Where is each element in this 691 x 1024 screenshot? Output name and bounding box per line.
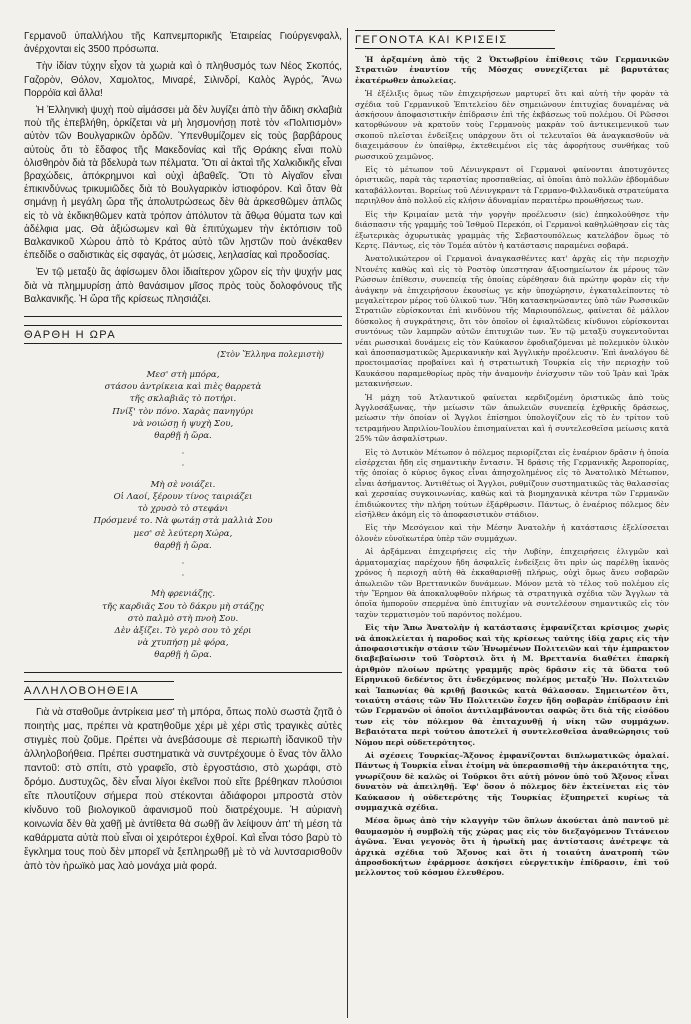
right-column — [355, 30, 669, 882]
poem-line: τῆς σκλαβιᾶς τὸ ποτήρι. — [129, 394, 237, 405]
column-rule — [347, 28, 348, 1018]
poem-dedication: (Στὸν Ἕλληνα πολεμιστὴ) — [216, 350, 324, 360]
intro-paragraph: Τὴν ἰδίαν τύχην εἶχον τὰ χωριὰ καὶ ὁ πληθυσμός των Νέος Σκοπός, Γαζορὸν, Θόλον, Χαμολτος, Μιναρέ, Σιλινδρί, Καλὸς Ἀγρός, Ἄνω Πορρόϊα καὶ ἄλλα! — [24, 61, 342, 99]
news-paragraph: Εἰς τὸ μέτωπον τοῦ Λένινγκραντ οἱ Γερμανοὶ φαίνονται ἀποτυχόντες ὁριστικῶς, παρὰ τὰς τεραστίας προσπαθείας, αἱ ὁποῖαι ἀπὸ πολλῶν ἑβδομάδων καταβάλλονται. Βορείως τοῦ Λένινγκραντ τὰ Γερμανο-Φιλλανδικὰ στρατεύματα περιηλθον ἀπὸ πολλοῦ εἰς κλήσιν ἀδυναμίαν περαιτέρω προωθήσεως των. — [355, 165, 669, 206]
news-paragraph: Εἰς τὴν Ἄπω Ἀνατολὴν ἡ κατάστασις ἐμφανίζεται κρίσιμος χωρὶς νὰ ἀποκλείεται ἡ παροδος καὶ τὴς κρίσεως ταύτης ἰδίᾳ χαρις εἰς τὴν ἀποφασιστικὴν στάσιν τῶν Ἡνωμένων Πολιτειῶν καὶ τὴν ἐμπρακτον διαβεβαίωσιν τοῦ Τσὸρτσιλ ὅτι ἡ Μ. Βρεττανία διαθέτει ἐπαρκὴ ἀριθμὸν πλοίων πρώτης γραμμῆς πρὸς δρᾶσιν εἰς τὰ ὕδατα τοῦ Εἰρηνικοῦ δεδέντος ὅτι ἐνδεχόμενος πολέμος μεταξὺ Ἡν. Πολιτειῶν καὶ Ἰαπωνίας θὰ κριθῇ βασικῶς κατὰ θάλασσαν. Σημειωτέον ὅτι, τοιαύτη στάσις τῶν Ἡν Πολιτειῶν ἔσχεν ἤδη σοβαρὰν ἐπίδρασιν ἐπὶ τῶν Γερμανῶν οἱ ὁποῖοι ἀντιλαμβάνονται σαφῶς ὅτι διὰ τῆς εἰσόδου των εἰς τὸν πόλεμον θὰ ἐπιταχυνθῇ ἡ νίκη τῶν συμμάχων. Βεβαιότατα περὶ τούτου ἀποτελεῖ ἡ συντελεσθεῖσα ἀναθεώρησις τοῦ Νόμου περὶ οὐδετερότητος. — [355, 623, 669, 747]
poem-line: Μὴ φρενιάζῃς. — [150, 589, 216, 600]
poem-line: Πρόσμενέ το. Νὰ φωτάῃ στὰ μαλλιὰ Σου — [93, 516, 273, 527]
poem-line: Οἱ Λαοί, ξέρουν τίνος ταιριάζει — [113, 491, 253, 502]
poem-line: θαρθῇ ἡ ὥρα. — [154, 540, 212, 551]
poem-line: θαρθῇ ἡ ὥρα. — [154, 431, 212, 442]
poem-line: Μεσ' στὴ μπόρα, — [146, 370, 220, 381]
news-paragraph: Ἡ ἐξέλιξις ὅμως τῶν ἐπιχειρήσεων μαρτυρεῖ ὅτι καὶ αὐτὴ τὴν φορὰν τὰ σχέδια τοῦ Γερμανικοῦ Ἐπιτελείου δὲν σημειώνουν ἐπιτυχίας δυναμένας νὰ ἀσκήσουν ἀποφασιστικὴν ἐπίδρασιν ἐπὶ τῆς ἐκβάσεως τοῦ πολέμου. Οἱ Ρῶσσοι κατορθώνουν νὰ κρατοῦν τοὺς Γερμανοὺς μακρὰν τοῦ ἀντικειμενικοῦ των σκοποῦ πλεῖσται ἐνδείξεις υπάρχουν ὅτι οἱ τελευταῖοι θὰ ἀναγκασθοῦν νὰ διαχειμάσουν ἐν ὑπαίθρῳ, ἐκτεθειμένοι εἰς τὰς ἀφορήτους συνθήκας τοῦ ρωσσικοῦ χειμῶνος. — [355, 89, 669, 161]
news-paragraph: Μέσα ὅμως ἀπὸ τὴν κλαγγὴν τῶν ὅπλων ἀκούεται ἀπὸ παντοῦ μὲ θαυμασμὸν ἡ συμβολὴ τῆς χώρας μας εἰς τὸν διεξαγόμενον Τιτάνειον ἀγῶνα. Ἐναι γεγονὸς ὅτι ἡ ἡρωϊκὴ μας ἀντίστασις ἀνέτρεψε τὰ ἀρχικὰ σχέδια τοῦ Ἄξονος καὶ ὅτι ἡ τοιαύτη ἀνατροπὴ τῶν ἀπροσδοκήτων ἐφάρμοσε ἀσκήσει εὐεργετικὴν ἐπίδρασιν, ἐπὶ τοῦ μελλοντος τοῦ κόσμου ἐλευθέρου. — [355, 816, 669, 878]
news-paragraph: Ἀνατολικώτερον οἱ Γερμανοὶ ἀναγκασθέντες κατ' ἀρχὰς εἰς τὴν περιοχὴν Ντονέτς καθὼς καὶ εἰς τὸ Ροστὸφ ὑπεστησαν ἀξιοσημείωτον ἐκ μέρους τῶν Ρώσσων ἐπίθεσιν, συνεπείᾳ τῆς ὁποίας εὑρέθησαν διὰ πρώτην φορὰν εἰς τὴν ἀνάγκην νὰ ἐπιχειρήσουν ἐκουσίως γε κὴν ὑποχώρησιν, ἐγκαταλείποντες τὸ μεγαλείτερον μέρος τοῦ ὑλικοῦ των. Ἤδη κατασκηνώσαντες ὑπὸ τῶν Ρωσσικῶν Στρατιῶν εὑρίσκονται ἐπὶ κινδύνου τῆς Μαριουπόλεως, φαίνεται δὲ μάλλον δύσκολος ἡ συγκράτησις, ὅτι τὸν ὁποῖον οἱ ἐφιαλτῶδεις κίνδυνοι εὑρίσκονται συντόνως τῶν λαμπρῶν αὐτῶν ἐπιτυχιῶν των. Ἐν τῷ μεταξὺ συγκεντοῦνται νέαι ρωσσικαὶ δυνάμεις εἰς τὸν Καύκασον ἐφοδιαζόμεναι μὲ πολεμικὸν ὑλικὸν καὶ ἀποσπασματικῶς Ἀμερικανικὴν καὶ Ἀγγλικὴν προέλευσιν. Ἐπὶ ἀναλόγου δὲ προετοιμασίας προβαίνει καὶ ἡ στρατιωτικὴ Τουρκία εἰς τὴν περιοχὴν τοῦ Καυκάσου παραμεθορίως πρὸς τὴν ἀναμονὴν ἐνίσχυσιν τῶν τοῦ Ἰρὰν καὶ Ἰρὰκ μετακινήσεων. — [355, 254, 669, 389]
poem — [24, 369, 342, 661]
news-paragraph: Εἰς τὴν Μεσόγειον καὶ τὴν Μέσην Ἀνατολὴν ἡ κατάστασις ἐξελίσσεται ὁλονὲν εὐνοϊκωτέρα ὑπὲρ τῶν συμμάχων. — [355, 523, 669, 543]
stanza-separator: · · — [181, 558, 185, 582]
poem-line: στάσου ἀντρίκεια καὶ πιὲς θαρρετὰ — [104, 382, 262, 393]
intro-paragraph: Ἐν τῷ μεταξὺ ἂς ἀφίσωμεν ὅλοι ἰδιαίτερον χῶρον εἰς τὴν ψυχήν μας διὰ νὰ πλημμυρίσῃ ἀπὸ θανάσιμον μῖσος πρὸς τοὺς δολοφόνους τῆς Βαλκανικῆς. Ἡ ὥρα τῆς κρίσεως πλησιάζει. — [24, 267, 342, 305]
poem-title: ΘΑΡΘΗ Η ΩΡΑ — [24, 325, 342, 344]
section-divider — [24, 672, 342, 673]
intro-paragraph: Ἡ Ἑλληνικὴ ψυχὴ ποὺ αἱμάσσει μὰ δὲν λυγίζει ἀπὸ τὴν ἄδικη σκλαβιὰ ποὺ τῆς ἐπεβλήθη, ὁρκίζεται νὰ μὴ λησμονήσῃ ποτὲ τὸν «Πολιτισμὸν» αὐτὸν τῶν Βουλγαρικῶν ὀρδῶν. Ὑπενθυμίζομεν εἰς τοὺς βαρβάρους αὐτοὺς ὅτι τὸ ἔδαφος τῆς Μακεδονίας καὶ τῆς Θράκης εἶναι πολὺ ὀλισθηρὸν διὰ τὰ βδελυρὰ των πέλματα. Ὅτι αἱ ἀκταὶ τῆς Χαλκιδικῆς εἶναι βραχώδεις, ἀπόκρημνοι καὶ οὐχὶ ἀβαθεῖς. Ὅτι τὸ Αἰγαῖον εἶναι ἐπικινδύνως τρικυμιῶδες διὰ τὸ Βουλγαρικὸν ἰστιοφόρον. Καὶ ὅταν θὰ σημάνῃ ἡ μεγάλη ὥρα τῆς ἀπολυτρώσεως δὲν θὰ ἀρκεσθῶμεν ἁπλῶς εἰς τὸ νὰ ἐκδικηθῶμεν κατὰ τρόπον ἀπόλυτον τὰ ἄθῳα θύματα των καὶ ἀδέλφια μας. Θὰ ἀξιώσωμεν καὶ θὰ ἐπιτύχωμεν τὴν ἐκτόπισιν τοῦ Βαλκανικοῦ Χώρου ἀπὸ τὸ Κράτος αὐτὸ τῶν λῃστῶν ποὺ ἀνέκαθεν ἐπεδίδε ο σαδιστικὰς εἰς σφαγάς, ὀτ μώσεις, λεηλασίας καὶ προδοσίας. — [24, 105, 342, 262]
intro-paragraph: Γερμανοῦ ὑπαλλήλου τῆς Καπνεμπορικῆς Ἑταιρείας Γιούργενφαλλ, ἀνέρχονται εἰς 3500 πρόσωπα. — [24, 31, 342, 56]
section-title: ΓΕΓΟΝΟΤΑ ΚΑΙ ΚΡΙΣΕΙΣ — [355, 30, 555, 49]
poem-line: θαρθῇ ἡ ὥρα. — [154, 650, 212, 661]
news-paragraph: Αἱ ἀρξάμεναι ἐπιχειρήσεις εἰς τὴν Λυβίην, ἐπιχειρήσεις ἐλιγμῶν καὶ ἁρματομαχίας παρέχουν ἤδη ἀσφαλεῖς ἐνδείξεις ὅτι πρὶν ὡς παρέλθῃ ἱκανὸς χρόνος ἡ περιοχὴ αὐτὴ θὰ ἐκκαθαρισθῇ πλήρως, οὐχὶ ὅμως ἄνευ σοβαρῶν ἀπωλειῶν τῶν Βρεττανικῶν δυνάμεων. Μόνον μετὰ τὸ τέλος τοῦ πολέμου εἰς τὴν Ἔρημον θὰ ἀποκαλυφθοῦν πλήρως τὰ στρατηγικὰ σχέδια τῶν Ἄγγλων τὰ ὁποῖα ἠμποροῦν σπερμένα ὑπὸ ἐπιτυχίαν νὰ συντελέσουν σημαντικῶς εἰς τὸν ταχὺν τερματισμὸν τοῦ παρόντος πολέμου. — [355, 547, 669, 619]
poem-line: τὸ χρυσὸ τὸ στεφάνι — [137, 504, 229, 515]
poem-line: νὰ χτυπήσῃ μὲ φόρα, — [137, 638, 229, 649]
poem-line: Πνίξ' τὸν πόνο. Χαρὰς πανηγύρι — [112, 406, 254, 417]
section-title: ΑΛΛΗΛΟΒΟΗΘΕΙΑ — [24, 681, 174, 700]
poem-line: στὸ παλμὸ στὴ πνοὴ Σου. — [127, 613, 239, 624]
section-divider — [24, 316, 342, 317]
poem-line: νὰ νοιώσῃ ἡ ψυχὴ Σου, — [132, 418, 234, 429]
news-body — [355, 55, 669, 879]
news-paragraph: Εἰς τὸ Δυτικὸν Μέτωπον ὁ πόλεμος περιορίζεται εἰς ἐναέριον δρᾶσιν ἡ ὁποία εἰσέρχεται ἤδη εἰς σημαντικὴν ἔντασιν. Ἡ δράσις τῆς Γερμανικῆς Ἀεροπορίας, τῆς ὁποίας ὁ κύριος ὄγκος εἶναι ἀπησχολημένος εἰς τὸ Ἀνατολικὸ Μέτωπον, εἶναι ἀσήμαντος. Ἀντιθέτως οἱ Ἄγγλοι, ρυθμίζουν συστηματικῶς τὰς θαλασσίας καὶ χερσαίας συγκοινωνίας, καθὼς καὶ τὰ βιομηχανικὰ κέντρα τῶν Γερμανῶν ἐπιδιώκοντες τὴν πλήρη τούτων ἐξάρθρωσιν. Πάντως, ὁ ἐναέριος πόλεμος δὲν εἰσῆλθεν ἀκόμη εἰς τὸ ἀποφασιστικὸν στάδιον. — [355, 447, 669, 520]
poem-line: Μὴ σὲ νοιάζει. — [150, 479, 216, 490]
news-paragraph: Αἱ σχέσεις Τουρκίας–Ἄξονος ἐμφανίζονται διπλωματικῶς ὁμαλαί. Πάντως ἡ Τουρκία εἶναι ἑτοίμη νὰ ὑπερασπισθῇ τὴν ἀκεραιότητα της, γνωρίζουν δὲ καλῶς οἱ Τοῦρκοι ὅτι αὐτὴ μόνον ὑπὸ τοῦ Ἄξονος εἶναι δυνατὸν νὰ ἀπειληθῇ. Ἐφ' ὅσον ὁ πόλεμος δὲν ἐκτείνεται εἰς τὸν Καύκασον ἡ οὐδετερότης τῆς Τουρκίας ἐξυπηρετεῖ κυρίως τὰ συμμαχικὰ σχέδια. — [355, 751, 669, 813]
left-column — [24, 30, 342, 878]
poem-line: τῆς καρδιᾶς Σου τὸ δάκρυ μὴ στάζῃς — [102, 601, 264, 612]
news-paragraph: Ἡ ἀρξαμένη ἀπὸ τῆς 2 Ὀκτωβρίου ἐπίθεσις τῶν Γερμανικῶν Στρατιῶν ἐναντίον τῆς Μόσχας συνεχίζεται μὲ βαρυτάτας ἑκατέρωθεν ἀπωλείας. — [355, 55, 669, 85]
stanza-separator: · · — [181, 449, 185, 472]
poem-line: Δὲν ἀξίζει. Τὸ γερὸ σου τὸ χέρι — [114, 625, 252, 636]
news-paragraph: Εἰς τὴν Κριμαίαν μετὰ τὴν γοργὴν προέλευσιν (sic) ἐπηκολούθησε τὴν διάσπασιν τῆς γραμμῆς τοῦ Ἰσθμοῦ Περεκόπ, οἱ Γερμανοὶ καθηλώθησαν εἰς τὰς ἐξωτερικὰς ὀχυρωτικὰς γραμμὰς τῆς Σεβαστουπόλεως κατελάβον ὅμως τὸ Κερτς. Πάντως, εἰς τὸν Τομέα αὐτὸν ἡ κατάστασις παραμένει σοβαρά. — [355, 209, 669, 250]
news-paragraph: Ἡ μάχη τοῦ Ἀτλαντικοῦ φαίνεται κερδιζομένη ὁριστικῶς ἀπὸ τοὺς Ἀγγλοσάξωνας, τὴν μείωσιν τῶν ἀπωλειῶν συνεπείᾳ ἐχθρικῆς δράσεως, μείωσιν τὴν ὁποίαν οἱ Ἄγγλοι ἐπίσημοι ὑπολογίζουν εἰς τὸ ἐν τρίτον τοῦ τετραμήνου Ἀπριλίου-Ἰουλίου ἐπισημαίνεται καὶ ἡ συντελεσθεῖσα μείωσις κατὰ 25% τῶν ἀσφαλίστρων. — [355, 392, 669, 444]
section-paragraph: Γιὰ νὰ σταθοῦμε ἀντρίκεια μεσ' τὴ μπόρα, ὅπως πολὺ σωστὰ ζητᾶ ὁ ποιητὴς μας, πρέπει νὰ κρατηθοῦμε χέρι μὲ χέρι στὶς τραγικὲς αὐτὲς στιγμὲς ποὺ ζοῦμε. Πρέπει νὰ ἀνεβάσουμε σὲ περιωπὴ ἰδανικοῦ τὴν ἀλληλοβοήθεια. Πρέπει συστηματικὰ νὰ συντρέχουμε ὁ ἕνας τὸν ἄλλο παντοῦ: στὸ σπίτι, στὸ γραφεῖο, στὸ ἐργοστάσιο, στὸ χωράφι, στὸ δρόμο. Δυστυχῶς, δὲν εἶναι λίγοι ἐκεῖνοι ποὺ εἴτε βρέθηκαν πλούσιοι εἴτε πλουτίζουν σήμερα ποὺ στέκονται ἀδιάφοροι μπροστὰ στὸν κίνδυνο τοῦ βιολογικοῦ ἀφανισμοῦ ποὺ διατρέχουμε. Ἡ αὐριανὴ κοινωνία δὲν θὰ χαθῇ μὲ ἀντίθετα θὰ σωθῇ ἂν λείψουν ἀπ' τὴ μέση τὰ καθάρματα αὐτὰ ποὺ εἶναι οἱ χειρότεροι ἐχθροί. Καὶ εἶναι τόσο βαρὺ τὸ ἔγκλημα τους ποὺ δὲν μπορεῖ νὰ ξεπληρωθῇ μὲ τὸ νὰ λυντσαρισθοῦν ἀπὸ τὸν ἡρωϊκὸ μας λαὸ μονάχα μιὰ φορά. — [24, 706, 342, 872]
poem-line: μεσ' σὲ λεύτερη Χώρα, — [133, 528, 233, 539]
